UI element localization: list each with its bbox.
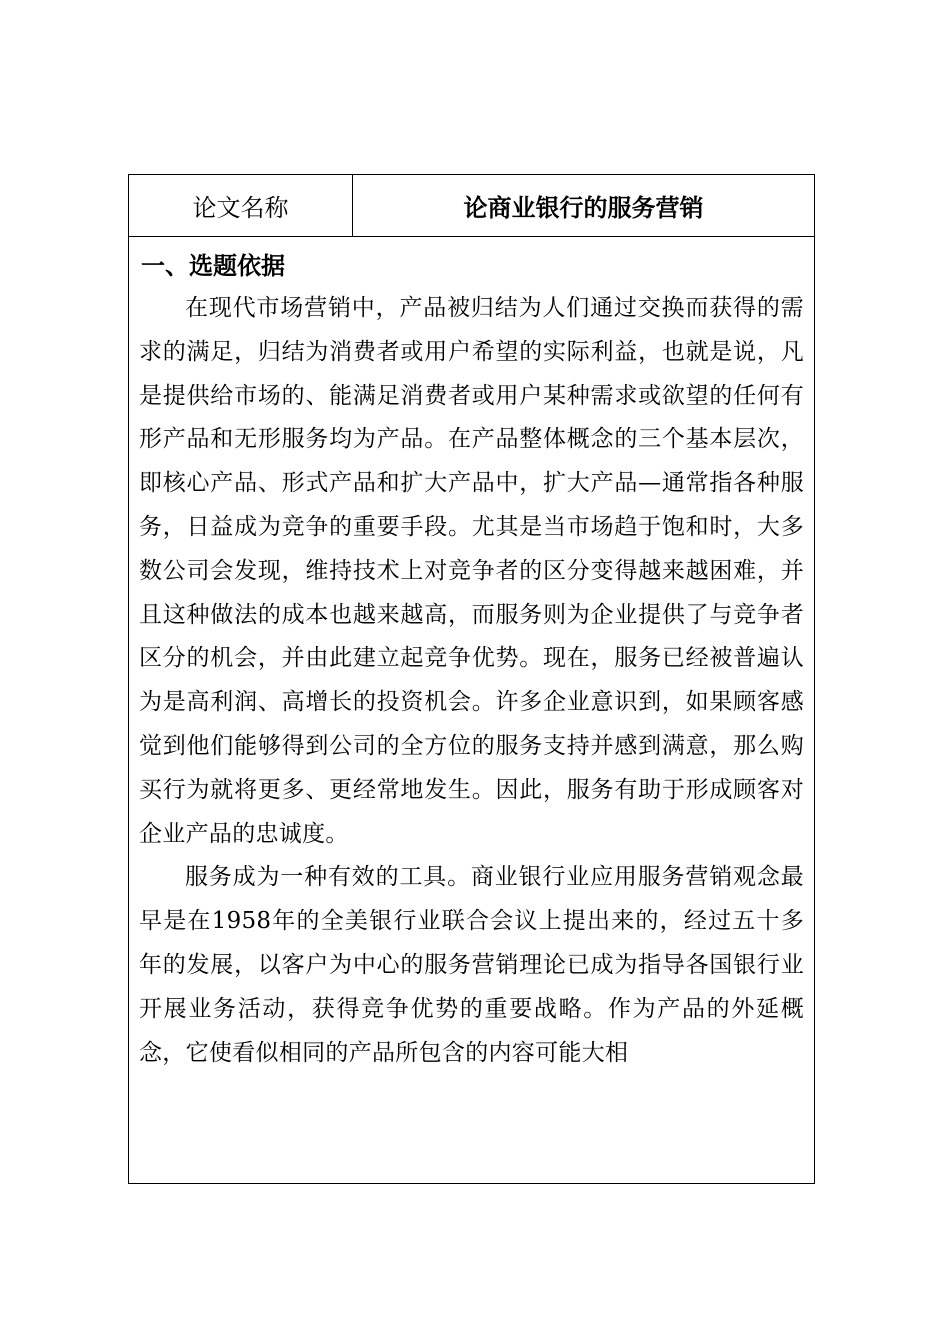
content-cell [129,237,814,1075]
thesis-title-label: 论文名称 [129,175,353,236]
title-row [129,175,814,237]
section-heading: 一、选题依据 [141,252,285,280]
paragraph-1: 在现代市场营销中，产品被归结为人们通过交换而获得的需求的满足，归结为消费者或用户希望的实际利益，也就是说，凡是提供给市场的、能满足消费者或用户某种需求或欲望的任何有形产品和无形服务均为产品。在产品整体概念的三个基本层次，即核心产品、形式产品和扩大产品中，扩大产品—通常指各种服务，日益成为竞争的重要手段。尤其是当市场趋于饱和时，大多数公司会发现，维持技术上对竞争者的区分变得越来越困难，并且这种做法的成本也越来越高，而服务则为企业提供了与竞争者区分的机会，并由此建立起竞争优势。现在，服务已经被普遍认为是高利润、高增长的投资机会。许多企业意识到，如果顾客感觉到他们能够得到公司的全方位的服务支持并感到满意，那么购买行为就将更多、更经常地发生。因此，服务有助于形成顾客对企业产品的忠诚度。 [139,295,804,847]
thesis-form-table [128,174,815,1184]
paragraph-2: 服务成为一种有效的工具。商业银行业应用服务营销观念最早是在1958年的全美银行业联合会议上提出来的，经过五十多年的发展，以客户为中心的服务营销理论已成为指导各国银行业开展业务活动，获得竞争优势的重要战略。作为产品的外延概念，它使看似相同的产品所包含的内容可能大相 [139,864,804,1066]
thesis-title-value: 论商业银行的服务营销 [463,194,704,222]
